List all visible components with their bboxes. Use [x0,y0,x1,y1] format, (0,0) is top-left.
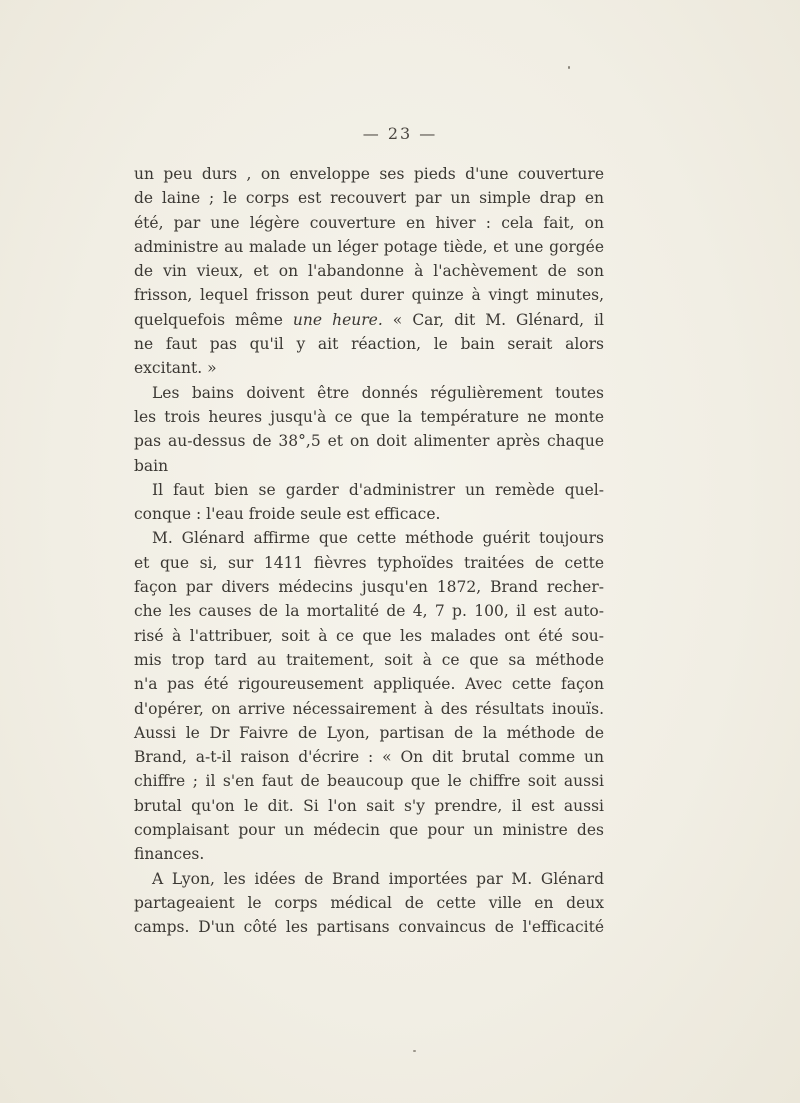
text-line [134,308,604,332]
italic-phrase: une heure. [292,310,383,329]
paper-speck [568,66,570,69]
text-line: d'opérer, on arrive nécessairement à des résultats inouïs. [134,699,604,718]
text-line: Brand, a-t-il raison d'écrire : « On dit brutal comme un [134,748,604,767]
paragraph-5 [134,867,604,940]
text-line: risé à l'attribuer, soit à ce que les malades ont été sou- [134,626,604,645]
text-line: Aussi le Dr Faivre de Lyon, partisan de la méthode de [134,723,604,742]
text-line: mis trop tard au traitement, soit à ce que sa méthode [134,650,604,669]
paragraph-4 [134,526,604,866]
text-line: finances. [134,845,205,864]
text-line: administre au malade un léger potage tiède, et une gorgée [134,237,604,256]
text-line: brutal qu'on le dit. Si l'on sait s'y prendre, il est aussi [134,796,604,815]
text-line: façon par divers médecins jusqu'en 1872, Brand recher- [134,578,604,597]
text-line: et que si, sur 1411 fièvres typhoïdes traitées de cette [134,553,604,572]
text-line: complaisant pour un médecin que pour un ministre des [134,821,604,840]
text-line: de vin vieux, et on l'abandonne à l'achèvement de son [134,262,604,281]
text-line: che les causes de la mortalité de 4, 7 p. 100, il est auto- [134,602,604,621]
text-line: ne faut pas qu'il y ait réaction, le bain serait alors [134,335,604,354]
text-fragment: quelquefois même [134,310,283,329]
text-line: les trois heures jusqu'à ce que la température ne monte [134,407,604,426]
text-fragment: « Car, dit M. Glénard, il [392,310,605,329]
text-line: de laine ; le corps est recouvert par un simple drap en [134,189,604,208]
text-line: M. Glénard affirme que cette méthode guérit toujours [152,529,604,548]
paragraph-1 [134,162,604,381]
text-line: camps. D'un côté les partisans convaincus de l'efficacité [134,918,604,937]
text-line: chiffre ; il s'en faut de beaucoup que le chiffre soit aussi [134,772,604,791]
text-line: Les bains doivent être donnés régulièrement toutes [152,383,604,402]
text-line: partageaient le corps médical de cette ville en deux [134,893,604,912]
text-line: A Lyon, les idées de Brand importées par M. Glénard [152,869,604,888]
text-line: frisson, lequel frisson peut durer quinze à vingt minutes, [134,286,604,305]
paragraph-2 [134,381,604,478]
text-line: Il faut bien se garder d'administrer un remède quel- [152,480,604,499]
text-line: bain [134,456,169,475]
page-number: — 23 — [362,124,438,143]
paper-speck [413,1050,416,1052]
text-line: pas au-dessus de 38°,5 et on doit alimenter après chaque [134,432,604,451]
text-line: excitant. » [134,359,217,378]
text-line: été, par une légère couverture en hiver : cela fait, on [134,213,604,232]
text-line: un peu durs , on enveloppe ses pieds d'une couverture [134,165,604,183]
body-text [134,162,604,940]
text-line: n'a pas été rigoureusement appliquée. Avec cette façon [134,675,604,694]
text-line: conque : l'eau froide seule est efficace. [134,505,441,524]
paragraph-3 [134,478,604,527]
